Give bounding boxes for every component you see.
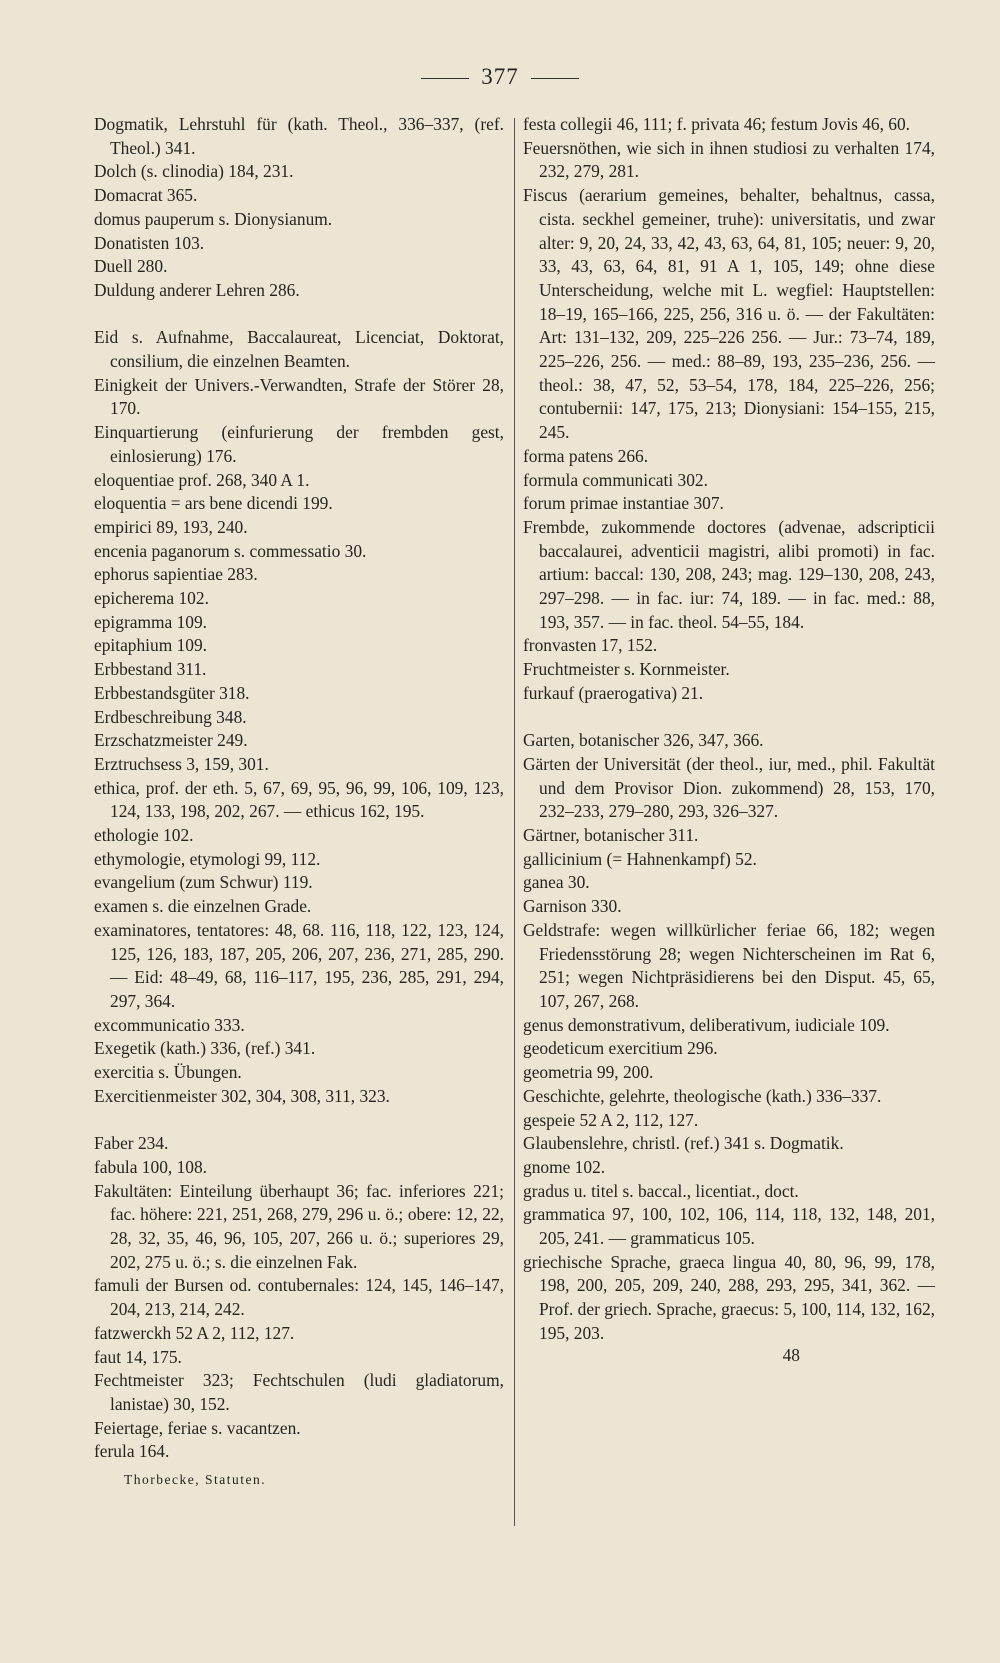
index-entry: empirici 89, 193, 240. — [94, 516, 248, 537]
index-entry: Geschichte, gelehrte, theologische (kath.) 336–337. — [523, 1085, 882, 1106]
index-entry: gespeie 52 A 2, 112, 127. — [523, 1109, 699, 1130]
index-entry: Faber 234. — [94, 1133, 169, 1154]
index-entry: evangelium (zum Schwur) 119. — [94, 872, 313, 893]
index-entry: famuli der Bursen od. contubernales: 124, 145, 146–147, 204, 213, 214, 242. — [94, 1275, 504, 1320]
index-entry: gradus u. titel s. baccal., licentiat., doct. — [523, 1180, 799, 1201]
header-rule-right — [531, 78, 579, 79]
index-entry: Dogmatik, Lehrstuhl für (kath. Theol., 336–337, (ref. Theol.) 341. — [94, 114, 504, 158]
index-entry: ethymologie, etymologi 99, 112. — [94, 848, 321, 869]
index-entry: geometria 99, 200. — [523, 1062, 654, 1083]
index-entry: Exegetik (kath.) 336, (ref.) 341. — [94, 1038, 316, 1059]
index-column-right — [523, 113, 935, 1364]
index-entry: Glaubenslehre, christl. (ref.) 341 s. Dogmatik. — [523, 1133, 844, 1154]
index-entry: fronvasten 17, 152. — [523, 635, 658, 656]
index-entry: Gärten der Universität (der theol., iur, med., phil. Fakultät und dem Provisor Dion. zukommend) 28, 153, 170, 232–233, 279–280, 293, 326–327. — [523, 753, 935, 822]
index-entry: eloquentia = ars bene dicendi 199. — [94, 493, 333, 514]
index-entry: Duldung anderer Lehren 286. — [94, 279, 300, 300]
index-entry: fatzwerckh 52 A 2, 112, 127. — [94, 1322, 295, 1343]
index-entry: Einigkeit der Univers.-Verwandten, Strafe der Störer 28, 170. — [94, 374, 504, 419]
index-entry: exercitia s. Übungen. — [94, 1062, 242, 1083]
index-entry: epigramma 109. — [94, 611, 208, 632]
index-entry: eloquentiae prof. 268, 340 A 1. — [94, 469, 310, 490]
signature-mark: 48 — [782, 1344, 800, 1365]
index-entry: Exercitienmeister 302, 304, 308, 311, 323. — [94, 1085, 390, 1106]
index-entry: Erdbeschreibung 348. — [94, 706, 247, 727]
index-entry: fabula 100, 108. — [94, 1156, 208, 1177]
column-divider — [514, 118, 515, 1526]
index-entry: excommunicatio 333. — [94, 1014, 245, 1035]
index-entry: Erztruchsess 3, 159, 301. — [94, 753, 269, 774]
index-entry: Feiertage, feriae s. vacantzen. — [94, 1417, 301, 1438]
index-entry: Einquartierung (einfurierung der frembden gest, einlosierung) 176. — [94, 422, 504, 466]
index-entry: griechische Sprache, graeca lingua 40, 80, 96, 99, 178, 198, 200, 205, 209, 240, 288, 293, 295, 341, 362. — Prof. der griech. Sprache, graecus: 5, 100, 114, 132, 162, 195, 203. — [523, 1251, 935, 1343]
index-entry: Erzschatzmeister 249. — [94, 730, 248, 751]
index-entry: Dolch (s. clinodia) 184, 231. — [94, 161, 294, 182]
index-entry: ephorus sapientiae 283. — [94, 564, 258, 585]
index-entry: epitaphium 109. — [94, 635, 208, 656]
index-entry: ganea 30. — [523, 872, 590, 893]
index-entry: Garnison 330. — [523, 896, 622, 917]
index-entry: Fiscus (aerarium gemeines, behalter, behaltnus, cassa, cista. seckhel gemeiner, truhe): universitatis, und zwar alter: 9, 20, 24, 33, 42, 43, 63, 64, 81, 105; neuer: 9, 20, 33, 43, 63, 64, 81, 91 A 1, 105, 149; ohne diese Unterscheidung, welche mit L. wegfiel: Hauptstellen: 18–19, 165–166, 225, 256, 316 u. ö. — der Fakultäten: Art: 131–132, 209, 225–226 256. — Jur.: 73–74, 189, 225–226, 256. — med.: 88–89, 193, 235–236, 256. — theol.: 38, 47, 52, 53–54, 178, 184, 225–226, 256; contubernii: 147, 175, 213; Dionysiani: 154–155, 215, 245. — [523, 185, 935, 443]
index-entry: ethica, prof. der eth. 5, 67, 69, 95, 96, 99, 106, 109, 123, 124, 133, 198, 202, 267. — ethicus 162, 195. — [94, 777, 504, 822]
index-entry: Fakultäten: Einteilung überhaupt 36; fac. inferiores 221; fac. höhere: 221, 251, 268, 279, 296 u. ö.; obere: 12, 22, 28, 32, 35, 46, 96, 105, 207, 266 u. ö.; superiores 29, 202, 275 u. ö.; s. die einzelnen Fak. — [94, 1180, 504, 1272]
footer-note: Thorbecke, Statuten. — [124, 1472, 267, 1488]
index-entry: Domacrat 365. — [94, 185, 198, 206]
index-entry: epicherema 102. — [94, 588, 209, 609]
index-entry: forma patens 266. — [523, 445, 649, 466]
index-entry: Geldstrafe: wegen willkürlicher feriae 66, 182; wegen Friedensstörung 28; wegen Nichterscheinen im Rat 6, 251; wegen Nichtpräsidierens bei den Disput. 45, 65, 107, 267, 268. — [523, 919, 935, 1011]
index-entry: Feuersnöthen, wie sich in ihnen studiosi zu verhalten 174, 232, 279, 281. — [523, 137, 935, 182]
index-entry: forum primae instantiae 307. — [523, 493, 724, 514]
index-entry: formula communicati 302. — [523, 469, 708, 490]
index-entry: examen s. die einzelnen Grade. — [94, 896, 312, 917]
index-entry: domus pauperum s. Dionysianum. — [94, 208, 333, 229]
index-entry: grammatica 97, 100, 102, 106, 114, 118, 132, 148, 201, 205, 241. — grammaticus 105. — [523, 1204, 935, 1249]
index-entry: Gärtner, botanischer 311. — [523, 825, 699, 846]
index-entry: Garten, botanischer 326, 347, 366. — [523, 730, 764, 751]
header-rule-left — [421, 78, 469, 79]
index-entry: Fechtmeister 323; Fechtschulen (ludi gladiatorum, lanistae) 30, 152. — [94, 1370, 504, 1414]
index-entry: Eid s. Aufnahme, Baccalaureat, Licenciat, Doktorat, consilium, die einzelnen Beamten. — [94, 327, 504, 372]
index-entry: Fruchtmeister s. Kornmeister. — [523, 659, 730, 680]
index-entry: furkauf (praerogativa) 21. — [523, 682, 704, 703]
index-entry: ferula 164. — [94, 1441, 170, 1462]
index-entry: Frembde, zukommende doctores (advenae, adscripticii baccalaurei, adventicii magistri, alibi promoti) in fac. artium: baccal: 130, 208, 243; mag. 129–130, 208, 243, 297–298. — in fac. iur: 74, 189. — in fac. med.: 88, 193, 357. — in fac. theol. 54–55, 184. — [523, 516, 935, 632]
index-entry: examinatores, tentatores: 48, 68. 116, 118, 122, 123, 124, 125, 126, 183, 187, 205, 206, 207, 236, 271, 285, 290. — Eid: 48–49, 68, 116–117, 195, 236, 285, 291, 294, 297, 364. — [94, 919, 504, 1011]
index-entry: festa collegii 46, 111; f. privata 46; festum Jovis 46, 60. — [523, 114, 911, 134]
index-entry: gnome 102. — [523, 1156, 606, 1177]
index-entry: encenia paganorum s. commessatio 30. — [94, 540, 367, 561]
index-entry: genus demonstrativum, deliberativum, iudiciale 109. — [523, 1014, 890, 1035]
index-entry: ethologie 102. — [94, 825, 194, 846]
index-entry: Duell 280. — [94, 256, 168, 277]
index-entry: faut 14, 175. — [94, 1346, 182, 1367]
index-entry: Donatisten 103. — [94, 232, 205, 253]
section-gap — [94, 303, 504, 327]
index-column-left — [94, 113, 504, 1492]
index-entry: Erbbestandsgüter 318. — [94, 682, 250, 703]
page-number: 377 — [481, 64, 519, 89]
index-entry: Erbbestand 311. — [94, 659, 207, 680]
section-gap — [94, 1109, 504, 1133]
index-entry: gallicinium (= Hahnenkampf) 52. — [523, 848, 757, 869]
section-gap — [523, 706, 935, 730]
page-header — [0, 64, 1000, 90]
index-entry: geodeticum exercitium 296. — [523, 1038, 718, 1059]
